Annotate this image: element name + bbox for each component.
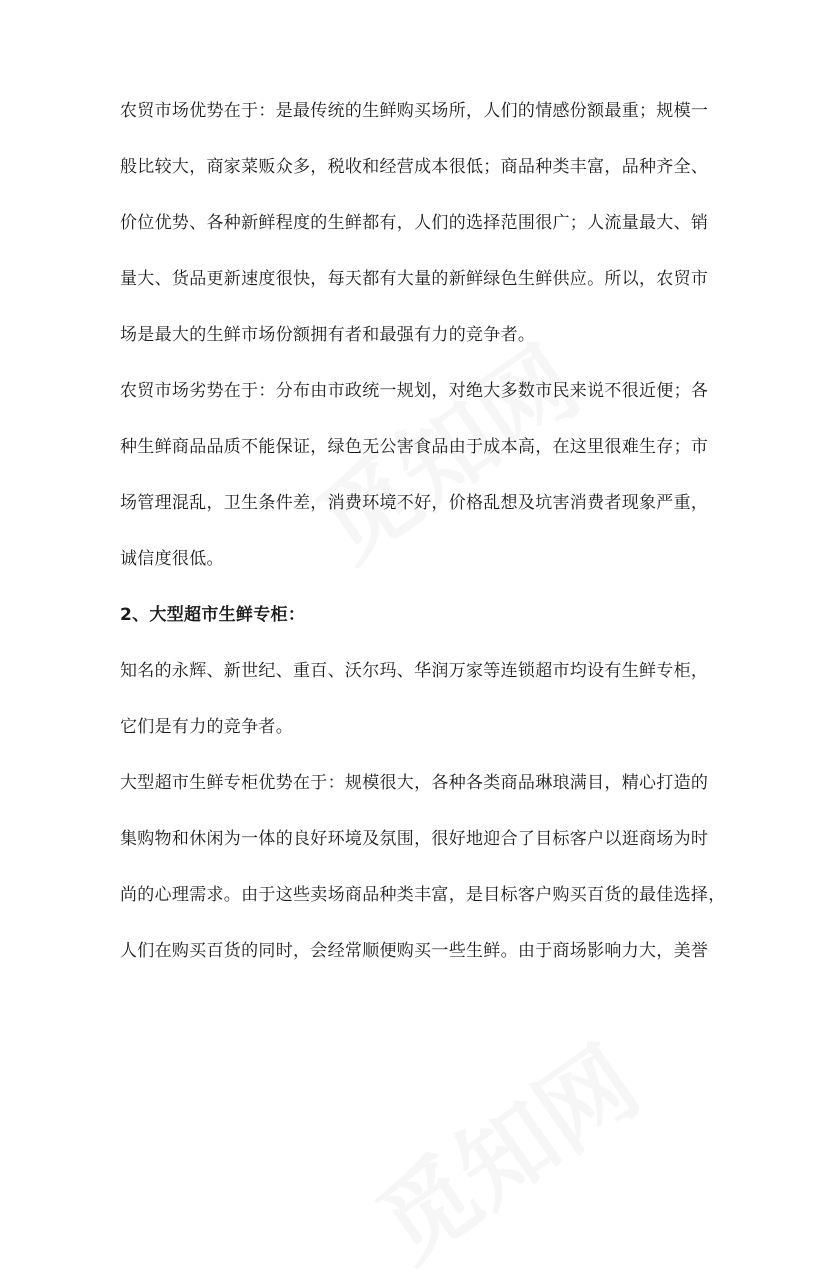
paragraph-line: 大型超市生鲜专柜优势在于：规模很大，各种各类商品琳琅满目，精心打造的 (120, 773, 709, 793)
paragraph-line: 场是最大的生鲜市场份额拥有者和最强有力的竞争者。 (120, 325, 536, 345)
paragraph-line: 集购物和休闲为一体的良好环境及氛围，很好地迎合了目标客户以逛商场为时 (120, 829, 709, 849)
paragraph-line: 知名的永辉、新世纪、重百、沃尔玛、华润万家等连锁超市均设有生鲜专柜， (120, 661, 709, 681)
paragraph-line: 种生鲜商品品质不能保证，绿色无公害食品由于成本高，在这里很难生存；市 (120, 437, 709, 457)
watermark-bottom (347, 1010, 661, 1287)
paragraph-line: 农贸市场优势在于：是最传统的生鲜购买场所，人们的情感份额最重；规模一 (120, 101, 709, 121)
paragraph-line: 价位优势、各种新鲜程度的生鲜都有，人们的选择范围很广；人流量最大、销 (120, 213, 709, 233)
paragraph-line: 般比较大，商家菜贩众多，税收和经营成本很低；商品种类丰富，品种齐全、 (120, 157, 709, 177)
paragraph-line: 场管理混乱，卫生条件差，消费环境不好，价格乱想及坑害消费者现象严重， (120, 493, 709, 513)
paragraph-line: 它们是有力的竞争者。 (120, 717, 293, 737)
paragraph-line: 农贸市场劣势在于：分布由市政统一规划，对绝大多数市民来说不很近便；各 (120, 381, 709, 401)
paragraph-line: 诚信度很低。 (120, 549, 224, 569)
paragraph-line: 人们在购买百货的同时，会经常顺便购买一些生鲜。由于商场影响力大，美誉 (120, 941, 709, 961)
paragraph-line: 尚的心理需求。由于这些卖场商品种类丰富，是目标客户购买百货的最佳选择， (120, 885, 726, 905)
paragraph-line: 量大、货品更新速度很快，每天都有大量的新鲜绿色生鲜供应。所以，农贸市 (120, 269, 709, 289)
section-heading: 2、大型超市生鲜专柜： (120, 605, 306, 625)
